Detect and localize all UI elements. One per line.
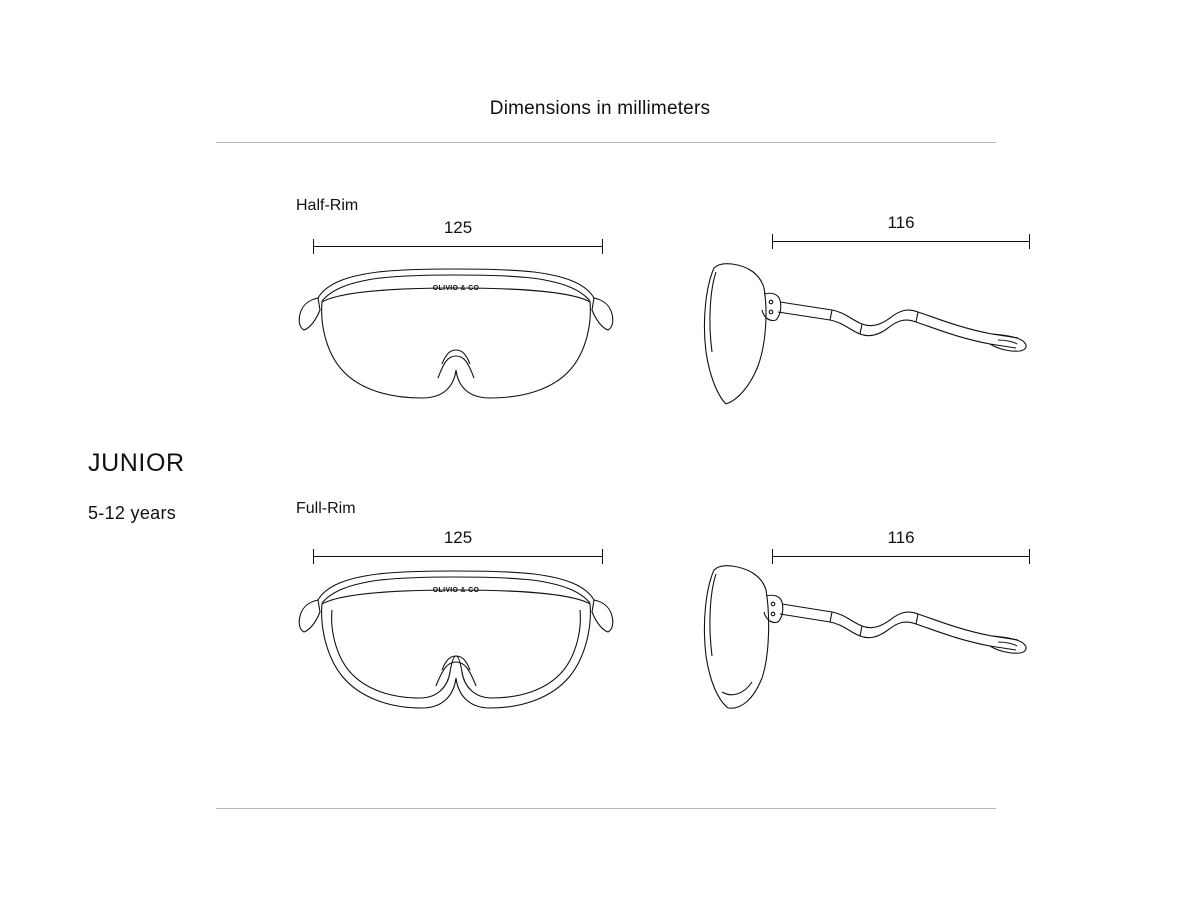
row-label-half-rim: Half-Rim — [296, 197, 359, 214]
dimension-line — [772, 241, 1030, 242]
full-rim-front-view — [286, 560, 626, 730]
divider-bottom — [216, 808, 996, 809]
dimension-cap-left — [772, 234, 773, 249]
svg-text:OLIVIO & CO: OLIVIO & CO — [432, 587, 480, 594]
dimension-value: 116 — [887, 528, 915, 547]
page-title: Dimensions in millimeters — [489, 98, 711, 119]
dimension-cap-left — [313, 239, 314, 254]
dimension-value: 125 — [443, 528, 473, 547]
dimension-half-side-length — [772, 213, 1030, 253]
size-group-age: 5-12 years — [88, 503, 177, 523]
dimension-line — [313, 556, 603, 557]
dimension-line — [313, 246, 603, 247]
divider-top — [216, 142, 996, 143]
half-rim-front-view — [286, 258, 626, 408]
svg-text:OLIVIO & CO: OLIVIO & CO — [432, 285, 480, 292]
row-label-full-rim: Full-Rim — [296, 500, 356, 517]
dimension-cap-right — [602, 239, 603, 254]
half-rim-side-view — [692, 250, 1042, 420]
dimension-value: 125 — [443, 218, 473, 237]
dimension-half-front-width — [313, 218, 603, 258]
dimension-cap-right — [1029, 234, 1030, 249]
dimension-value: 116 — [887, 213, 915, 232]
full-rim-side-view — [692, 552, 1042, 727]
size-group-name: JUNIOR — [88, 449, 185, 477]
